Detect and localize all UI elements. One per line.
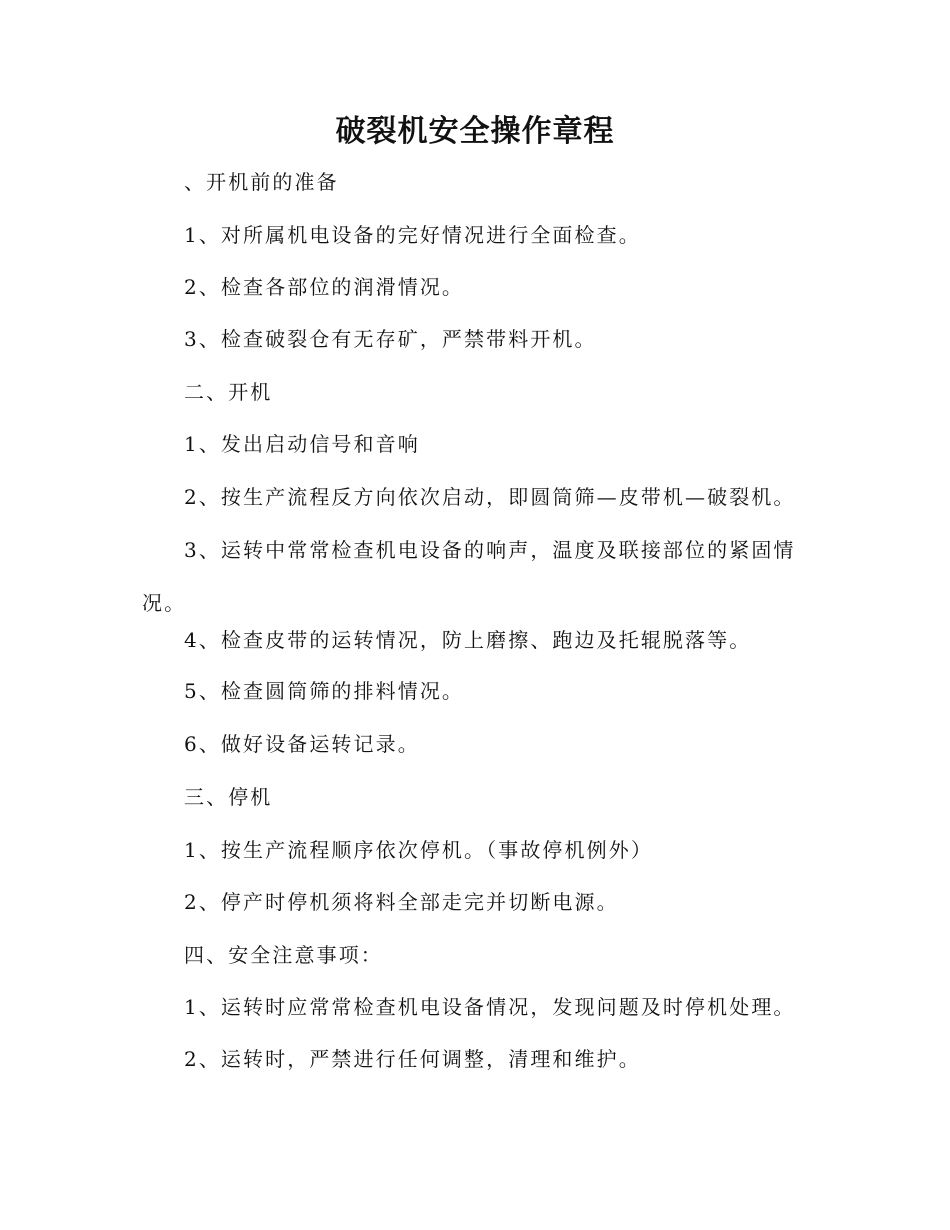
paragraph-item: 2、按生产流程反方向依次启动，即圆筒筛—皮带机—破裂机。 (184, 485, 796, 509)
section-heading-start: 二、开机 (184, 380, 273, 404)
paragraph-item: 6、做好设备运转记录。 (184, 732, 420, 756)
paragraph-item: 1、按生产流程顺序依次停机。（事故停机例外） (184, 838, 653, 862)
paragraph-item: 2、检查各部位的润滑情况。 (184, 275, 465, 299)
paragraph-item: 1、运转时应常常检查机电设备情况，发现问题及时停机处理。 (184, 995, 796, 1019)
section-heading-safety: 四、安全注意事项： (184, 943, 383, 967)
section-heading-stop: 三、停机 (184, 785, 273, 809)
paragraph-item: 2、运转时，严禁进行任何调整，清理和维护。 (184, 1047, 641, 1071)
paragraph-item: 3、运转中常常检查机电设备的响声，温度及联接部位的紧固情况。 (142, 538, 796, 615)
paragraph-item: 3、检查破裂仓有无存矿，严禁带料开机。 (184, 327, 597, 351)
paragraph-item: 5、检查圆筒筛的排料情况。 (184, 679, 465, 703)
paragraph-item: 1、发出启动信号和音响 (184, 432, 420, 456)
paragraph-item: 2、停产时停机须将料全部走完并切断电源。 (184, 890, 619, 914)
paragraph-item: 4、检查皮带的运转情况，防上磨擦、跑边及托辊脱落等。 (184, 628, 752, 652)
paragraph-item: 1、对所属机电设备的完好情况进行全面检查。 (184, 223, 641, 247)
section-heading-prep: 、开机前的准备 (184, 170, 339, 194)
document-title: 破裂机安全操作章程 (335, 114, 615, 149)
